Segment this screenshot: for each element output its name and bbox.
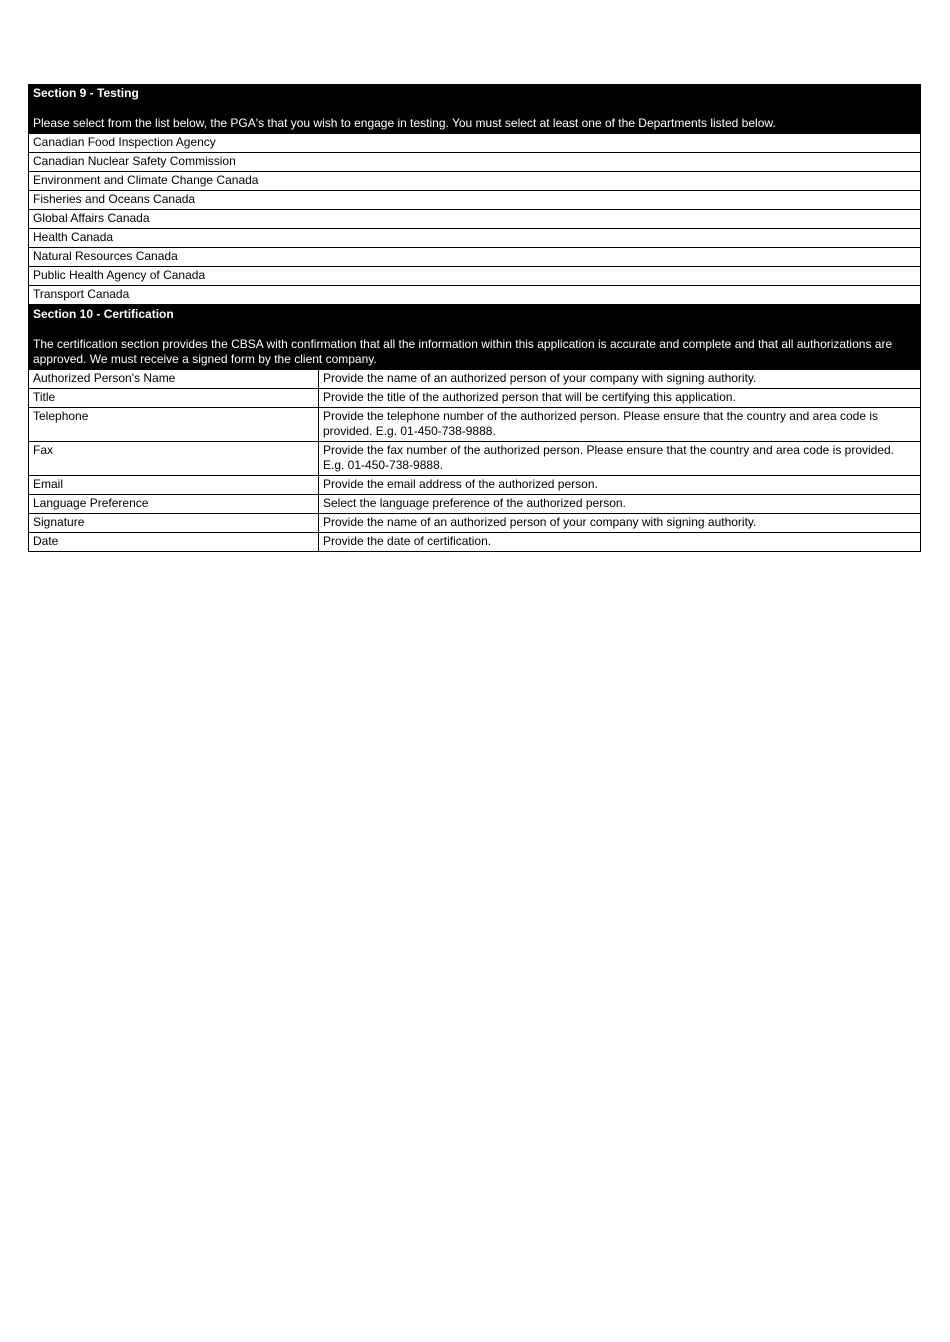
field-instruction: Provide the name of an authorized person of your company with signing authority. (319, 370, 921, 389)
certification-row (29, 476, 921, 495)
section-10-description: The certification section provides the CBSA with confirmation that all the information within this application is accurate and complete and that all authorizations are approved. We must receive a signed form by the client company. (33, 337, 893, 366)
department-row[interactable] (29, 191, 921, 210)
field-instruction: Provide the email address of the authorized person. (319, 476, 921, 495)
department-row[interactable] (29, 248, 921, 267)
department-row[interactable] (29, 172, 921, 191)
certification-row (29, 389, 921, 408)
department-row[interactable] (29, 153, 921, 172)
certification-row (29, 514, 921, 533)
certification-row (29, 442, 921, 476)
department-label: Canadian Food Inspection Agency (29, 134, 921, 153)
section-9-table (28, 84, 921, 305)
department-label: Natural Resources Canada (29, 248, 921, 267)
field-label: Fax (29, 442, 319, 476)
field-label: Authorized Person's Name (29, 370, 319, 389)
field-label: Language Preference (29, 495, 319, 514)
department-row[interactable] (29, 267, 921, 286)
department-row[interactable] (29, 134, 921, 153)
field-instruction: Provide the title of the authorized person that will be certifying this application. (319, 389, 921, 408)
section-10-table (28, 305, 921, 552)
section-9-header (29, 85, 921, 134)
field-label: Email (29, 476, 319, 495)
department-label: Global Affairs Canada (29, 210, 921, 229)
field-instruction: Provide the date of certification. (319, 533, 921, 552)
department-label: Public Health Agency of Canada (29, 267, 921, 286)
department-label: Fisheries and Oceans Canada (29, 191, 921, 210)
field-instruction: Provide the name of an authorized person of your company with signing authority. (319, 514, 921, 533)
department-label: Environment and Climate Change Canada (29, 172, 921, 191)
department-row[interactable] (29, 229, 921, 248)
department-label: Transport Canada (29, 286, 921, 305)
section-9-title: Section 9 - Testing (33, 86, 139, 100)
form-document (28, 84, 921, 552)
field-label: Signature (29, 514, 319, 533)
section-10-title: Section 10 - Certification (33, 307, 174, 321)
department-row[interactable] (29, 210, 921, 229)
field-label: Date (29, 533, 319, 552)
certification-row (29, 408, 921, 442)
certification-row (29, 495, 921, 514)
certification-row (29, 533, 921, 552)
certification-row (29, 370, 921, 389)
section-10-header (29, 306, 921, 370)
field-instruction: Provide the telephone number of the authorized person. Please ensure that the country and area code is provided. E.g. 01-450-738-9888. (319, 408, 921, 442)
field-label: Telephone (29, 408, 319, 442)
department-label: Canadian Nuclear Safety Commission (29, 153, 921, 172)
department-label: Health Canada (29, 229, 921, 248)
section-9-description: Please select from the list below, the PGA's that you wish to engage in testing. You must select at least one of the Departments listed below. (33, 116, 776, 130)
field-label: Title (29, 389, 319, 408)
field-instruction: Select the language preference of the authorized person. (319, 495, 921, 514)
department-row[interactable] (29, 286, 921, 305)
field-instruction: Provide the fax number of the authorized person. Please ensure that the country and area code is provided. E.g. 01-450-738-9888. (319, 442, 921, 476)
